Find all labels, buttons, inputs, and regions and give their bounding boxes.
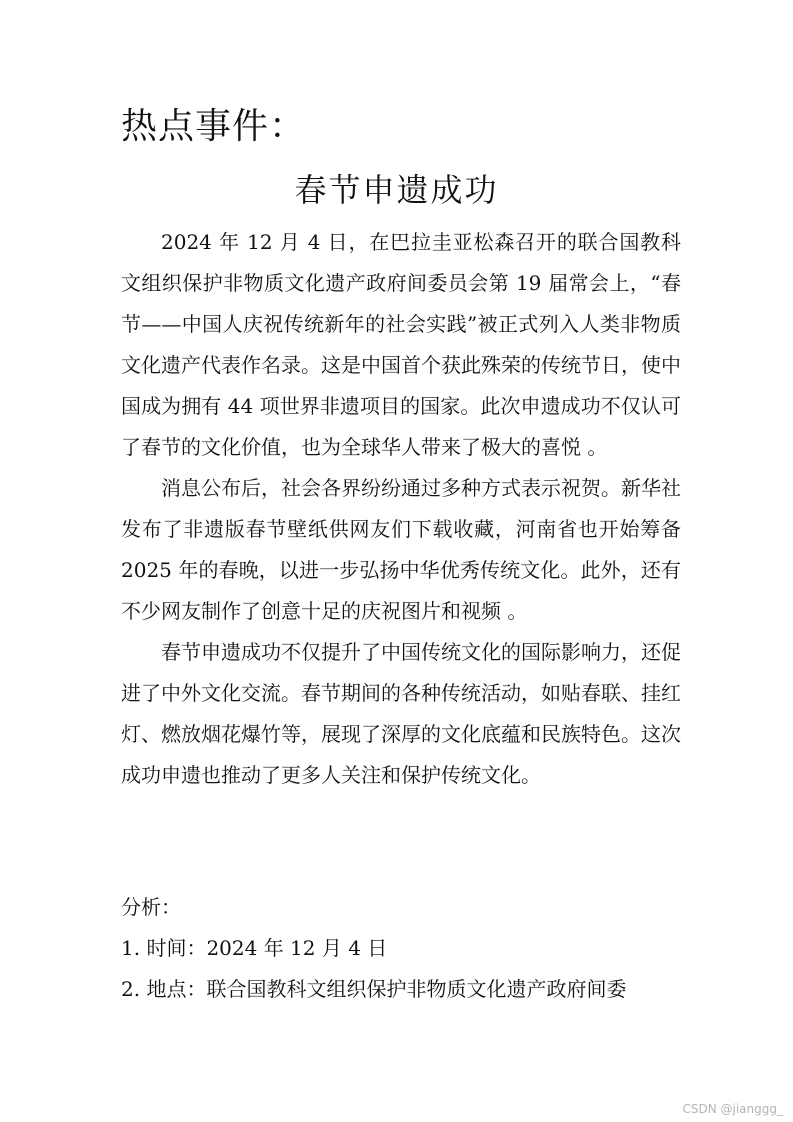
article-body [121,222,681,796]
analysis-item-location: 2. 地点：联合国教科文组织保护非物质文化遗产政府间委 [121,977,627,1001]
section-heading: 热点事件： [121,106,307,147]
article-title: 春节申遗成功 [294,171,499,209]
analysis-section [121,887,681,1010]
analysis-label: 分析： [121,895,181,919]
paragraph-3: 春节申遗成功不仅提升了中国传统文化的国际影响力，还促进了中外文化交流。春节期间的各种传统活动，如贴春联、挂红灯、燃放烟花爆竹等，展现了深厚的文化底蕴和民族特色。这次成功申遗也推动了更多人关注和保护传统文化。 [121,640,681,787]
analysis-item-time: 1. 时间：2024 年 12 月 4 日 [121,936,388,960]
csdn-watermark: CSDN @jianggg_ [682,1102,783,1116]
paragraph-2: 消息公布后，社会各界纷纷通过多种方式表示祝贺。新华社发布了非遗版春节壁纸供网友们下载收藏，河南省也开始筹备 2025 年的春晚，以进一步弘扬中华优秀传统文化。此外，还有不少网友制作了创意十足的庆祝图片和视频 。 [121,476,681,623]
paragraph-1: 2024 年 12 月 4 日，在巴拉圭亚松森召开的联合国教科文组织保护非物质文化遗产政府间委员会第 19 届常会上，“春节——中国人庆祝传统新年的社会实践”被正式列入人类非物质文化遗产代表作名录。这是中国首个获此殊荣的传统节日，使中国成为拥有 44 项世界非遗项目的国家。此次申遗成功不仅认可了春节的文化价值，也为全球华人带来了极大的喜悦 。 [121,230,681,459]
